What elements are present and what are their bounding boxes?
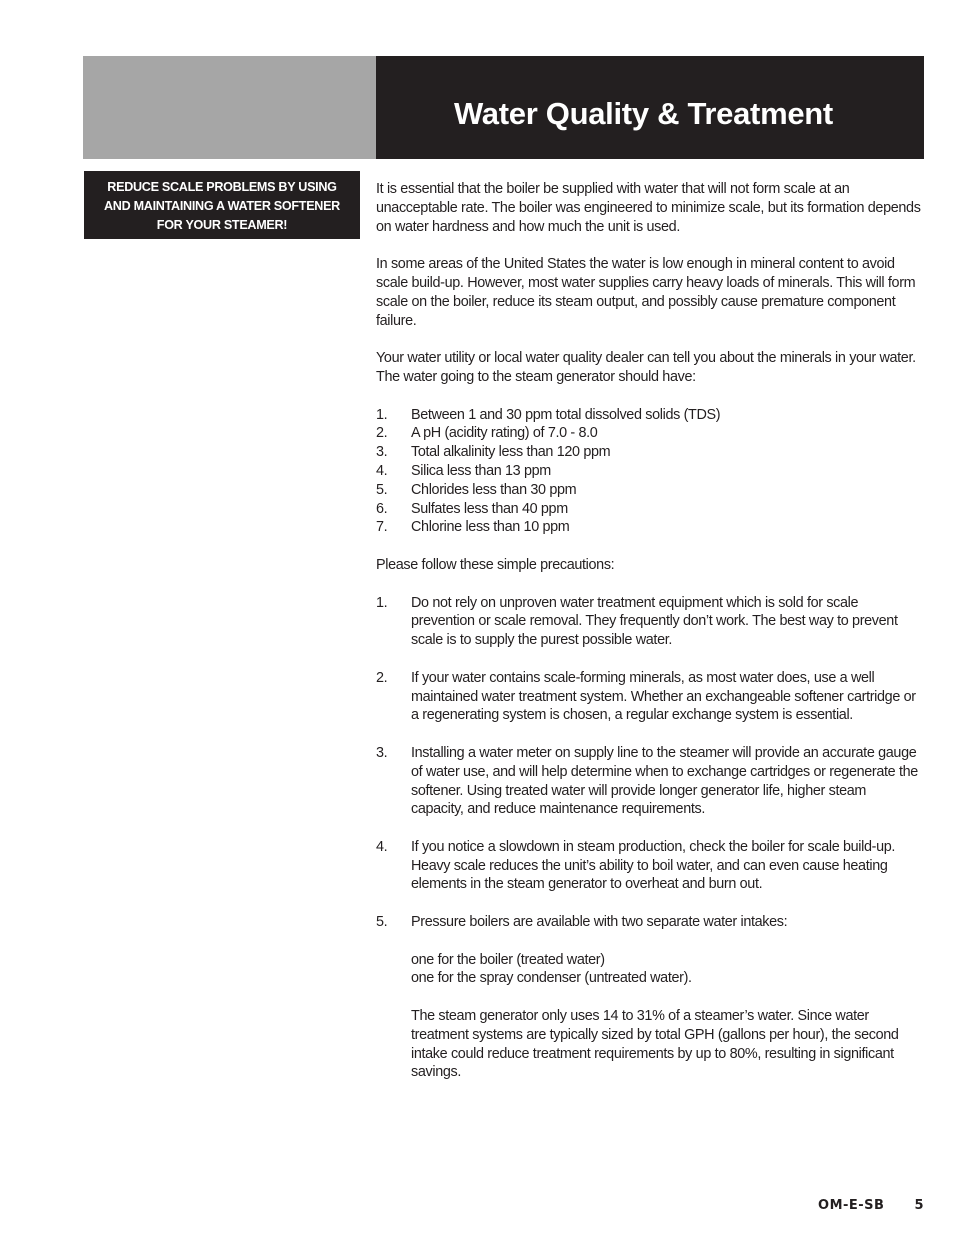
header-gray-block — [83, 56, 376, 159]
list-item — [376, 838, 921, 894]
list-number: 3. — [376, 744, 388, 761]
list-number: 3. — [376, 444, 388, 461]
list-number: 4. — [376, 462, 388, 479]
item5-note: The steam generator only uses 14 to 31% of a steamer’s water. Since water treatment systems are typically sized by total GPH (gallons per hour), the second intake could reduce treatment requirements by up to 80%, resulting in significant savings. — [411, 1008, 899, 1081]
callout-line-3: FOR YOUR STEAMER! — [156, 218, 288, 232]
list-item — [376, 424, 921, 443]
list-number: 1. — [376, 594, 388, 611]
list-number: 2. — [376, 425, 388, 442]
header-title-block — [376, 56, 924, 159]
list-item — [376, 443, 921, 462]
callout-line-1: REDUCE SCALE PROBLEMS BY USING — [107, 180, 337, 194]
intake-boiler: one for the boiler (treated water) — [411, 951, 605, 968]
page-number: 5 — [914, 1198, 924, 1213]
list-text: Chlorine less than 10 ppm — [411, 519, 570, 536]
main-content — [376, 180, 921, 1101]
list-item — [376, 481, 921, 500]
list-text: If you notice a slowdown in steam production, check the boiler for scale build-up. Heavy scale reduces the unit’s ability to boil water, and can even cause heating elements in the steam generator to overheat and burn out. — [411, 838, 896, 893]
list-text: Between 1 and 30 ppm total dissolved solids (TDS) — [411, 406, 721, 423]
list-item — [376, 744, 921, 819]
list-text: If your water contains scale-forming minerals, as most water does, use a well maintained water treatment system. Whether an exchangeable softener cartridge or a regenerating system is chosen, a regular exchange system is essential. — [411, 669, 916, 724]
list-item — [376, 518, 921, 537]
softener-callout — [84, 171, 360, 239]
list-number: 2. — [376, 669, 388, 686]
precautions-list — [376, 594, 921, 1083]
list-text: A pH (acidity rating) of 7.0 - 8.0 — [411, 425, 598, 442]
list-text: Do not rely on unproven water treatment equipment which is sold for scale prevention or scale removal. They frequently don’t work. The best way to prevent scale is to supply the purest possible water. — [411, 594, 898, 649]
list-number: 6. — [376, 500, 388, 517]
list-item — [376, 406, 921, 425]
list-number: 5. — [376, 914, 388, 931]
water-requirements-paragraph: Your water utility or local water quality dealer can tell you about the minerals in your water. The water going to the steam generator should have: — [376, 350, 916, 385]
precautions-intro: Please follow these simple precautions: — [376, 556, 615, 573]
list-text: Silica less than 13 ppm — [411, 462, 551, 479]
list-item — [376, 462, 921, 481]
intake-condenser: one for the spray condenser (untreated water). — [411, 970, 692, 987]
intro-paragraph: It is essential that the boiler be supplied with water that will not form scale at an unacceptable rate. The boiler was engineered to minimize scale, but its formation depends on water hardness and how much the unit is used. — [376, 181, 921, 235]
list-text: Total alkalinity less than 120 ppm — [411, 444, 611, 461]
list-item — [376, 594, 921, 650]
list-number: 4. — [376, 838, 388, 855]
list-text: Sulfates less than 40 ppm — [411, 500, 568, 517]
list-item — [376, 669, 921, 725]
page-footer — [818, 1198, 924, 1213]
list-text: Chlorides less than 30 ppm — [411, 481, 577, 498]
list-number: 5. — [376, 481, 388, 498]
doc-code: OM-E-SB — [818, 1198, 885, 1213]
item5-text: Pressure boilers are available with two separate water intakes: — [411, 914, 788, 931]
list-number: 7. — [376, 519, 388, 536]
callout-line-2: AND MAINTAINING A WATER SOFTENER — [104, 199, 340, 213]
list-number: 1. — [376, 406, 388, 423]
list-item — [376, 500, 921, 519]
page-title: Water Quality & Treatment — [454, 96, 833, 131]
item5-content — [411, 913, 921, 1082]
list-item — [376, 913, 921, 1082]
minerals-paragraph: In some areas of the United States the water is low enough in mineral content to avoid scale build-up. However, most water supplies carry heavy loads of minerals. This will form scale on the boiler, reduce its steam output, and possibly cause premature component failure. — [376, 256, 916, 329]
water-spec-list — [376, 406, 921, 538]
list-text: Installing a water meter on supply line to the steamer will provide an accurate gauge of water use, and will help determine when to exchange cartridges or regenerate the softener. Using treated water will provide longer generator life, higher steam capacity, and reduce maintenance requirements. — [411, 744, 918, 818]
